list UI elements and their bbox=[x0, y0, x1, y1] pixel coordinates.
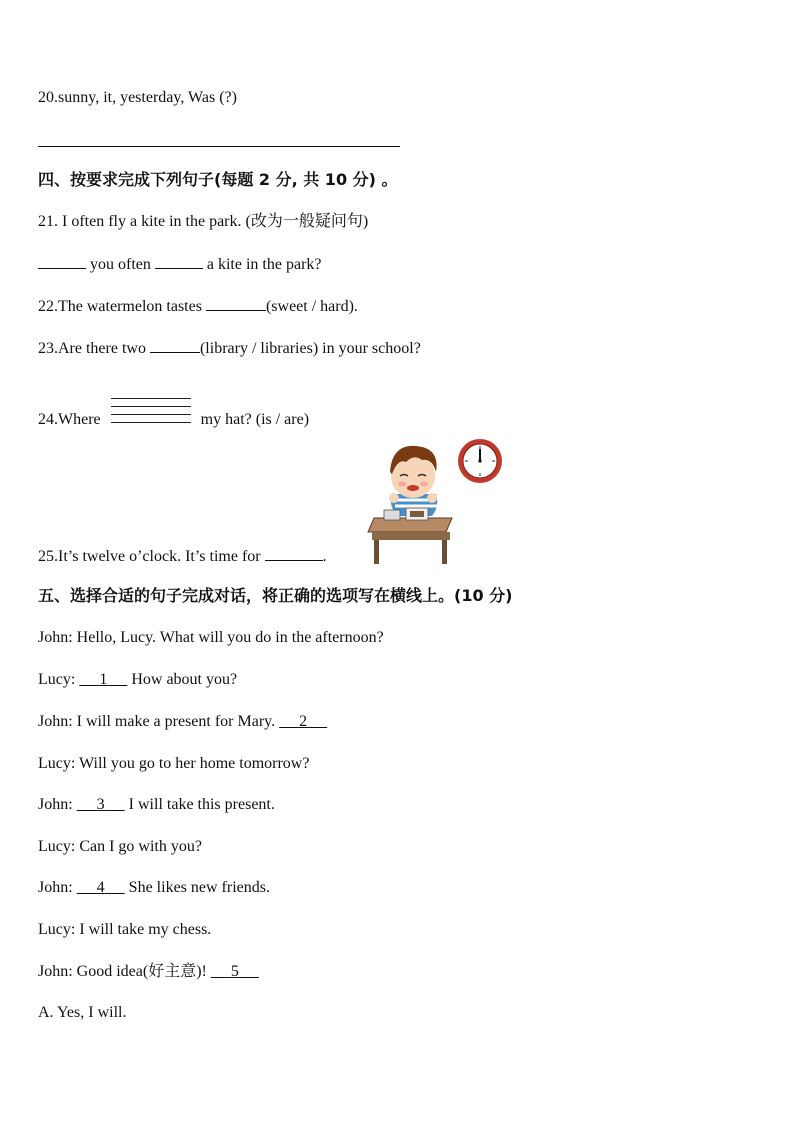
blank-25[interactable] bbox=[265, 546, 323, 561]
dialogue-blank-5[interactable]: 5 bbox=[230, 963, 239, 980]
blank-21a[interactable] bbox=[38, 254, 86, 269]
section-5-heading: 五、选择合适的句子完成对话，将正确的选项写在横线上。(10 分) bbox=[38, 586, 513, 605]
dialogue-line-8: Lucy: I will take my chess. bbox=[38, 921, 212, 938]
clock-icon bbox=[458, 439, 502, 483]
question-21-answer: you often a kite in the park? bbox=[38, 254, 322, 275]
dialogue-blank-1[interactable]: 1 bbox=[99, 671, 108, 688]
dialogue-line-9: John: Good idea(好主意)! 5 bbox=[38, 962, 259, 982]
dialogue-line-5: John: 3 I will take this present. bbox=[38, 796, 275, 813]
dialogue-line-7: John: 4 She likes new friends. bbox=[38, 879, 270, 896]
desk bbox=[368, 508, 452, 564]
dialogue-line-1: John: Hello, Lucy. What will you do in the afternoon? bbox=[38, 629, 384, 646]
question-24: 24.Where my hat? (is / are) bbox=[38, 398, 309, 432]
dialogue-line-4: Lucy: Will you go to her home tomorrow? bbox=[38, 755, 310, 772]
blank-22[interactable] bbox=[206, 296, 266, 311]
dialogue-blank-3[interactable]: 3 bbox=[96, 796, 105, 813]
answer-line-20[interactable] bbox=[38, 146, 400, 147]
option-a: A. Yes, I will. bbox=[38, 1004, 127, 1021]
question-25: 25.It’s twelve o’clock. It’s time for . bbox=[38, 548, 327, 565]
question-23: 23.Are there two (library / libraries) in your school? bbox=[38, 340, 421, 357]
section-4-heading: 四、按要求完成下列句子(每题 2 分, 共 10 分) 。 bbox=[38, 170, 398, 189]
boy-figure bbox=[389, 446, 437, 516]
dialogue-line-6: Lucy: Can I go with you? bbox=[38, 838, 202, 855]
blank-23[interactable] bbox=[150, 338, 200, 353]
question-21: 21. I often fly a kite in the park. (改为一般疑问句) bbox=[38, 213, 369, 230]
answer-lines-24[interactable] bbox=[111, 398, 191, 432]
dialogue-blank-2[interactable]: 2 bbox=[299, 713, 308, 730]
dialogue-line-3: John: I will make a present for Mary. 2 bbox=[38, 712, 327, 732]
boy-eating-lunch-illustration bbox=[362, 436, 507, 566]
question-20: 20.sunny, it, yesterday, Was (?) bbox=[38, 89, 237, 106]
dialogue-blank-4[interactable]: 4 bbox=[96, 879, 105, 896]
blank-21b[interactable] bbox=[155, 254, 203, 269]
dialogue-line-2: Lucy: 1 How about you? bbox=[38, 671, 238, 688]
question-22: 22.The watermelon tastes (sweet / hard). bbox=[38, 298, 358, 315]
